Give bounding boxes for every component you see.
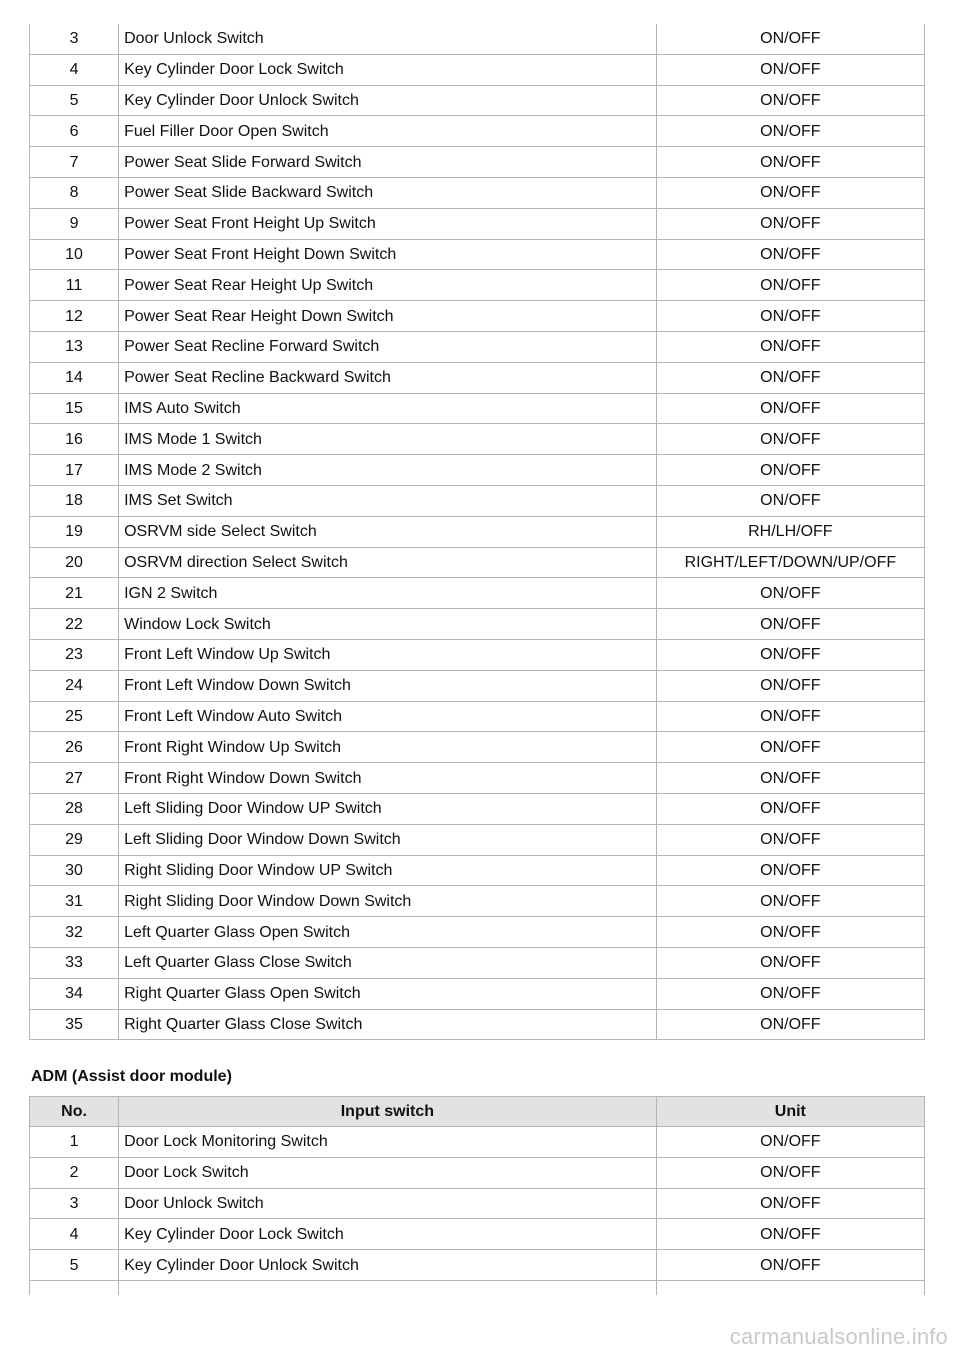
input-switch-name: Door Unlock Switch bbox=[119, 24, 657, 54]
row-number: 13 bbox=[30, 331, 119, 362]
input-switch-name: Power Seat Front Height Up Switch bbox=[119, 208, 657, 239]
table-row bbox=[30, 1157, 925, 1188]
input-switch-name: Right Sliding Door Window UP Switch bbox=[119, 855, 657, 886]
table-row bbox=[30, 331, 925, 362]
table-row bbox=[30, 824, 925, 855]
row-number: 15 bbox=[30, 393, 119, 424]
input-switch-name: Left Sliding Door Window UP Switch bbox=[119, 793, 657, 824]
header-row bbox=[30, 1097, 925, 1127]
table-row bbox=[30, 1188, 925, 1219]
table-row bbox=[30, 1127, 925, 1158]
unit-value: ON/OFF bbox=[656, 578, 924, 609]
row-number: 14 bbox=[30, 362, 119, 393]
row-number: 2 bbox=[30, 1157, 119, 1188]
table-row bbox=[30, 1009, 925, 1040]
table-row bbox=[30, 917, 925, 948]
row-number: 29 bbox=[30, 824, 119, 855]
unit-value: ON/OFF bbox=[656, 177, 924, 208]
input-switch-name: OSRVM direction Select Switch bbox=[119, 547, 657, 578]
row-number: 3 bbox=[30, 24, 119, 54]
row-number: 6 bbox=[30, 116, 119, 147]
input-switch-name: Power Seat Front Height Down Switch bbox=[119, 239, 657, 270]
unit-value: RH/LH/OFF bbox=[656, 516, 924, 547]
unit-value: ON/OFF bbox=[656, 85, 924, 116]
input-switch-name: Door Lock Switch bbox=[119, 1157, 657, 1188]
input-switch-name: Left Quarter Glass Open Switch bbox=[119, 917, 657, 948]
table-row bbox=[30, 793, 925, 824]
table-row bbox=[30, 455, 925, 486]
table-row bbox=[30, 947, 925, 978]
input-switch-name: Right Quarter Glass Close Switch bbox=[119, 1009, 657, 1040]
row-number: 22 bbox=[30, 609, 119, 640]
row-number: 24 bbox=[30, 670, 119, 701]
input-switch-name: IMS Mode 1 Switch bbox=[119, 424, 657, 455]
switch-table-continued bbox=[29, 24, 925, 1040]
unit-value: ON/OFF bbox=[656, 1157, 924, 1188]
table-row bbox=[30, 639, 925, 670]
unit-value: ON/OFF bbox=[656, 732, 924, 763]
unit-value: RIGHT/LEFT/DOWN/UP/OFF bbox=[656, 547, 924, 578]
row-number: 27 bbox=[30, 763, 119, 794]
row-number: 5 bbox=[30, 1250, 119, 1281]
row-number: 9 bbox=[30, 208, 119, 239]
unit-value: ON/OFF bbox=[656, 1188, 924, 1219]
column-header-unit: Unit bbox=[656, 1097, 924, 1127]
unit-value: ON/OFF bbox=[656, 393, 924, 424]
table-row bbox=[30, 547, 925, 578]
unit-value: ON/OFF bbox=[656, 208, 924, 239]
input-switch-name: IMS Mode 2 Switch bbox=[119, 455, 657, 486]
table-row bbox=[30, 701, 925, 732]
row-number: 7 bbox=[30, 147, 119, 178]
unit-value: ON/OFF bbox=[656, 609, 924, 640]
row-number: 19 bbox=[30, 516, 119, 547]
input-switch-name: Front Left Window Down Switch bbox=[119, 670, 657, 701]
table-row bbox=[30, 301, 925, 332]
unit-value: ON/OFF bbox=[656, 485, 924, 516]
row-number: 23 bbox=[30, 639, 119, 670]
table-row bbox=[30, 609, 925, 640]
row-number: 31 bbox=[30, 886, 119, 917]
unit-value: ON/OFF bbox=[656, 147, 924, 178]
input-switch-name: IMS Set Switch bbox=[119, 485, 657, 516]
row-number: 11 bbox=[30, 270, 119, 301]
table-row bbox=[30, 578, 925, 609]
table-row bbox=[30, 485, 925, 516]
input-switch-name: Front Right Window Down Switch bbox=[119, 763, 657, 794]
table-row bbox=[30, 147, 925, 178]
input-switch-name: Power Seat Slide Forward Switch bbox=[119, 147, 657, 178]
empty-cell bbox=[119, 1280, 657, 1295]
unit-value: ON/OFF bbox=[656, 54, 924, 85]
input-switch-name: Power Seat Recline Forward Switch bbox=[119, 331, 657, 362]
empty-cell bbox=[656, 1280, 924, 1295]
input-switch-name: IMS Auto Switch bbox=[119, 393, 657, 424]
table-row bbox=[30, 424, 925, 455]
input-switch-name: Right Sliding Door Window Down Switch bbox=[119, 886, 657, 917]
unit-value: ON/OFF bbox=[656, 917, 924, 948]
unit-value: ON/OFF bbox=[656, 455, 924, 486]
unit-value: ON/OFF bbox=[656, 1219, 924, 1250]
input-switch-name: Front Right Window Up Switch bbox=[119, 732, 657, 763]
row-number: 1 bbox=[30, 1127, 119, 1158]
input-switch-name: Fuel Filler Door Open Switch bbox=[119, 116, 657, 147]
row-number: 25 bbox=[30, 701, 119, 732]
table-row bbox=[30, 24, 925, 54]
table-row bbox=[30, 54, 925, 85]
row-number: 3 bbox=[30, 1188, 119, 1219]
input-switch-name: Power Seat Recline Backward Switch bbox=[119, 362, 657, 393]
table-row bbox=[30, 1250, 925, 1281]
input-switch-name: Right Quarter Glass Open Switch bbox=[119, 978, 657, 1009]
unit-value: ON/OFF bbox=[656, 1250, 924, 1281]
table-row bbox=[30, 85, 925, 116]
unit-value: ON/OFF bbox=[656, 362, 924, 393]
row-number: 4 bbox=[30, 1219, 119, 1250]
row-number: 30 bbox=[30, 855, 119, 886]
adm-section-title: ADM (Assist door module) bbox=[31, 1068, 232, 1085]
row-number: 26 bbox=[30, 732, 119, 763]
watermark: carmanualsonline.info bbox=[729, 1324, 948, 1349]
switch-table-body bbox=[30, 24, 925, 1040]
unit-value: ON/OFF bbox=[656, 24, 924, 54]
row-number: 5 bbox=[30, 85, 119, 116]
row-number: 16 bbox=[30, 424, 119, 455]
table-row bbox=[30, 208, 925, 239]
unit-value: ON/OFF bbox=[656, 978, 924, 1009]
table-row bbox=[30, 177, 925, 208]
unit-value: ON/OFF bbox=[656, 670, 924, 701]
input-switch-name: Power Seat Rear Height Up Switch bbox=[119, 270, 657, 301]
table-row-continued bbox=[30, 1280, 925, 1295]
row-number: 20 bbox=[30, 547, 119, 578]
unit-value: ON/OFF bbox=[656, 270, 924, 301]
input-switch-name: Power Seat Slide Backward Switch bbox=[119, 177, 657, 208]
row-number: 12 bbox=[30, 301, 119, 332]
row-number: 32 bbox=[30, 917, 119, 948]
input-switch-name: IGN 2 Switch bbox=[119, 578, 657, 609]
input-switch-name: Door Unlock Switch bbox=[119, 1188, 657, 1219]
empty-cell bbox=[30, 1280, 119, 1295]
adm-table-body bbox=[30, 1127, 925, 1295]
adm-switch-table bbox=[29, 1096, 925, 1295]
unit-value: ON/OFF bbox=[656, 763, 924, 794]
table-row bbox=[30, 855, 925, 886]
column-header-input-switch: Input switch bbox=[119, 1097, 657, 1127]
column-header-no: No. bbox=[30, 1097, 119, 1127]
table-row bbox=[30, 270, 925, 301]
table-row bbox=[30, 393, 925, 424]
table-row bbox=[30, 978, 925, 1009]
unit-value: ON/OFF bbox=[656, 1009, 924, 1040]
adm-table-header bbox=[30, 1097, 925, 1127]
unit-value: ON/OFF bbox=[656, 947, 924, 978]
table-row bbox=[30, 670, 925, 701]
row-number: 35 bbox=[30, 1009, 119, 1040]
table-row bbox=[30, 116, 925, 147]
unit-value: ON/OFF bbox=[656, 793, 924, 824]
table-row bbox=[30, 732, 925, 763]
input-switch-name: Key Cylinder Door Unlock Switch bbox=[119, 85, 657, 116]
table-row bbox=[30, 362, 925, 393]
unit-value: ON/OFF bbox=[656, 239, 924, 270]
unit-value: ON/OFF bbox=[656, 116, 924, 147]
unit-value: ON/OFF bbox=[656, 855, 924, 886]
input-switch-name: Window Lock Switch bbox=[119, 609, 657, 640]
row-number: 4 bbox=[30, 54, 119, 85]
row-number: 34 bbox=[30, 978, 119, 1009]
table-row bbox=[30, 516, 925, 547]
row-number: 10 bbox=[30, 239, 119, 270]
unit-value: ON/OFF bbox=[656, 1127, 924, 1158]
row-number: 28 bbox=[30, 793, 119, 824]
input-switch-name: Key Cylinder Door Unlock Switch bbox=[119, 1250, 657, 1281]
input-switch-name: Key Cylinder Door Lock Switch bbox=[119, 1219, 657, 1250]
unit-value: ON/OFF bbox=[656, 824, 924, 855]
unit-value: ON/OFF bbox=[656, 301, 924, 332]
table-row bbox=[30, 239, 925, 270]
input-switch-name: Key Cylinder Door Lock Switch bbox=[119, 54, 657, 85]
row-number: 17 bbox=[30, 455, 119, 486]
row-number: 21 bbox=[30, 578, 119, 609]
row-number: 18 bbox=[30, 485, 119, 516]
input-switch-name: Left Quarter Glass Close Switch bbox=[119, 947, 657, 978]
unit-value: ON/OFF bbox=[656, 331, 924, 362]
unit-value: ON/OFF bbox=[656, 639, 924, 670]
input-switch-name: OSRVM side Select Switch bbox=[119, 516, 657, 547]
input-switch-name: Front Left Window Up Switch bbox=[119, 639, 657, 670]
input-switch-name: Power Seat Rear Height Down Switch bbox=[119, 301, 657, 332]
row-number: 33 bbox=[30, 947, 119, 978]
input-switch-name: Front Left Window Auto Switch bbox=[119, 701, 657, 732]
table-row bbox=[30, 763, 925, 794]
unit-value: ON/OFF bbox=[656, 424, 924, 455]
input-switch-name: Left Sliding Door Window Down Switch bbox=[119, 824, 657, 855]
row-number: 8 bbox=[30, 177, 119, 208]
unit-value: ON/OFF bbox=[656, 701, 924, 732]
input-switch-name: Door Lock Monitoring Switch bbox=[119, 1127, 657, 1158]
unit-value: ON/OFF bbox=[656, 886, 924, 917]
table-row bbox=[30, 1219, 925, 1250]
table-row bbox=[30, 886, 925, 917]
